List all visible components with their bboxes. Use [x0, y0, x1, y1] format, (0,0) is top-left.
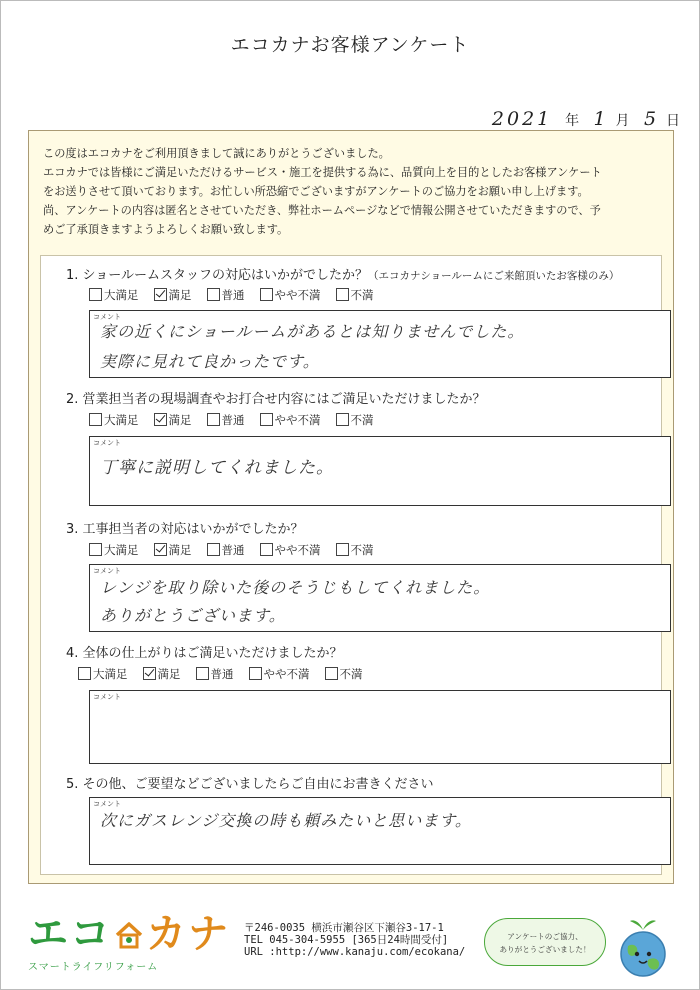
rating-option[interactable] [336, 287, 374, 303]
checkbox[interactable] [336, 543, 349, 556]
rating-option[interactable] [260, 412, 321, 428]
checkbox[interactable] [89, 413, 102, 426]
rating-option-label: 普通 [221, 543, 245, 557]
question-4: 4. 全体の仕上がりはご満足いただけましたか？ [66, 646, 343, 661]
rating-option[interactable] [89, 542, 139, 558]
comment-line: レンジを取り除いた後のそうじもしてくれました。 [100, 578, 491, 597]
rating-option-label: 大満足 [104, 543, 139, 557]
date-month-label: 月 [615, 113, 630, 129]
intro-line: この度はエコカナをご利用頂きまして誠にありがとうございました。 [43, 147, 390, 160]
bubble-line: ありがとうございました！ [499, 945, 591, 954]
checkbox[interactable] [260, 288, 273, 301]
date-year-label: 年 [565, 113, 580, 129]
checkbox[interactable] [89, 288, 102, 301]
rating-option-label: 不満 [339, 667, 363, 681]
rating-option[interactable] [207, 542, 245, 558]
comment-tag: コメント [93, 800, 121, 808]
rating-option[interactable] [89, 412, 139, 428]
comment-tag: コメント [93, 313, 121, 321]
survey-date [479, 108, 680, 131]
intro-text [43, 144, 663, 239]
rating-option-label: 満足 [168, 288, 192, 302]
rating-options-4 [78, 666, 378, 682]
checkbox[interactable] [325, 667, 338, 680]
rating-option-label: やや不満 [274, 413, 321, 427]
rating-option[interactable] [249, 666, 310, 682]
rating-option[interactable] [89, 287, 139, 303]
comment-box-3[interactable] [89, 564, 671, 632]
checkbox[interactable] [336, 288, 349, 301]
rating-option[interactable] [336, 412, 374, 428]
logo-text-eco: エコ [28, 911, 112, 957]
comment-line: 実際に見れて良かったです。 [100, 352, 320, 371]
rating-option[interactable] [154, 412, 192, 428]
checkbox[interactable] [207, 413, 220, 426]
rating-option[interactable] [260, 542, 321, 558]
rating-option[interactable] [78, 666, 128, 682]
rating-option-label: 普通 [221, 413, 245, 427]
rating-option-label: やや不満 [263, 667, 310, 681]
rating-option-label: 満足 [168, 543, 192, 557]
comment-line: 丁寧に説明してくれました。 [100, 458, 334, 478]
comment-tag: コメント [93, 567, 121, 575]
checkbox[interactable] [143, 667, 156, 680]
rating-option-label: やや不満 [274, 543, 321, 557]
intro-line: エコカナでは皆様にご満足いただけるサービス・施工を提供する為に、品質向上を目的としたお客様アンケート [43, 166, 602, 179]
checkbox[interactable] [196, 667, 209, 680]
rating-option-label: 普通 [210, 667, 234, 681]
checkbox[interactable] [207, 288, 220, 301]
intro-line: めご了承頂きますようよろしくお願い致します。 [43, 223, 289, 236]
rating-options-1 [89, 287, 389, 303]
rating-option-label: 不満 [350, 413, 374, 427]
rating-option-label: 満足 [168, 413, 192, 427]
checkbox[interactable] [154, 543, 167, 556]
date-day: 5 [643, 108, 657, 130]
rating-option-label: 不満 [350, 543, 374, 557]
footer [0, 900, 700, 990]
checkbox[interactable] [154, 288, 167, 301]
comment-line: ありがとうございます。 [100, 606, 286, 625]
rating-option-label: やや不満 [274, 288, 321, 302]
bubble-line: アンケートのご協力、 [507, 932, 583, 941]
globe-mascot-icon [612, 914, 674, 980]
ecokana-logo [28, 911, 230, 973]
comment-box-5[interactable] [89, 797, 671, 865]
rating-option-label: 大満足 [104, 413, 139, 427]
logo-wordmark [28, 911, 230, 957]
rating-option[interactable] [143, 666, 181, 682]
url-line[interactable]: URL :http://www.kanaju.com/ecokana/ [244, 946, 466, 958]
checkbox[interactable] [336, 413, 349, 426]
question-1 [66, 264, 619, 283]
question-text: 1. ショールームスタッフの対応はいかがでしたか？ [66, 268, 369, 283]
rating-options-2 [89, 412, 389, 428]
rating-options-3 [89, 542, 389, 558]
house-icon [114, 920, 144, 950]
intro-line: 尚、アンケートの内容は匿名とさせていただき、弊社ホームページなどで情報公開させていただきますので、予 [43, 204, 601, 217]
survey-frame [28, 130, 674, 884]
checkbox[interactable] [260, 413, 273, 426]
page-title: エコカナお客様アンケート [230, 34, 470, 56]
question-3: 3. 工事担当者の対応はいかがでしたか？ [66, 522, 304, 537]
comment-box-1[interactable] [89, 310, 671, 378]
question-2: 2. 営業担当者の現場調査やお打合せ内容にはご満足いただけましたか？ [66, 392, 486, 407]
rating-option[interactable] [207, 412, 245, 428]
logo-text-kana: カナ [146, 911, 230, 957]
tel-line: TEL 045-304-5955 [365日24時間受付] [244, 934, 449, 946]
checkbox[interactable] [249, 667, 262, 680]
rating-option[interactable] [207, 287, 245, 303]
rating-option[interactable] [336, 542, 374, 558]
checkbox[interactable] [260, 543, 273, 556]
comment-line: 家の近くにショールームがあるとは知りませんでした。 [100, 322, 525, 341]
rating-option[interactable] [154, 542, 192, 558]
rating-option-label: 大満足 [104, 288, 139, 302]
question-note: （エコカナショールームにご来館頂いたお客様のみ） [368, 270, 620, 282]
comment-tag: コメント [93, 693, 121, 701]
address-line: 〒246-0035 横浜市瀬谷区下瀬谷3-17-1 [244, 922, 444, 934]
date-month: 1 [593, 108, 606, 130]
comment-box-2[interactable] [89, 436, 671, 506]
company-contact [244, 922, 465, 958]
rating-option-label: 満足 [157, 667, 181, 681]
question-5: 5. その他、ご要望などございましたらご自由にお書きください [66, 777, 434, 792]
checkbox[interactable] [78, 667, 91, 680]
checkbox[interactable] [207, 543, 220, 556]
checkbox[interactable] [89, 543, 102, 556]
rating-option[interactable] [325, 666, 363, 682]
questionnaire-sheet [40, 255, 662, 875]
date-day-label: 日 [666, 113, 680, 129]
rating-option-label: 普通 [221, 288, 245, 302]
comment-tag: コメント [93, 439, 121, 447]
comment-box-4[interactable] [89, 690, 671, 764]
rating-option[interactable] [260, 287, 321, 303]
rating-option[interactable] [196, 666, 234, 682]
rating-option-label: 不満 [350, 288, 374, 302]
logo-subtitle: スマートライフリフォーム [28, 962, 159, 973]
comment-line: 次にガスレンジ交換の時も頼みたいと思います。 [100, 811, 472, 830]
date-year: 2021 [483, 108, 561, 131]
checkbox[interactable] [154, 413, 167, 426]
rating-option-label: 大満足 [93, 667, 128, 681]
rating-option[interactable] [154, 287, 192, 303]
intro-line: をお送りさせて頂いております。お忙しい所恐縮でございますがアンケートのご協力をお願い申し上げます。 [43, 185, 589, 198]
thanks-bubble [484, 918, 606, 966]
